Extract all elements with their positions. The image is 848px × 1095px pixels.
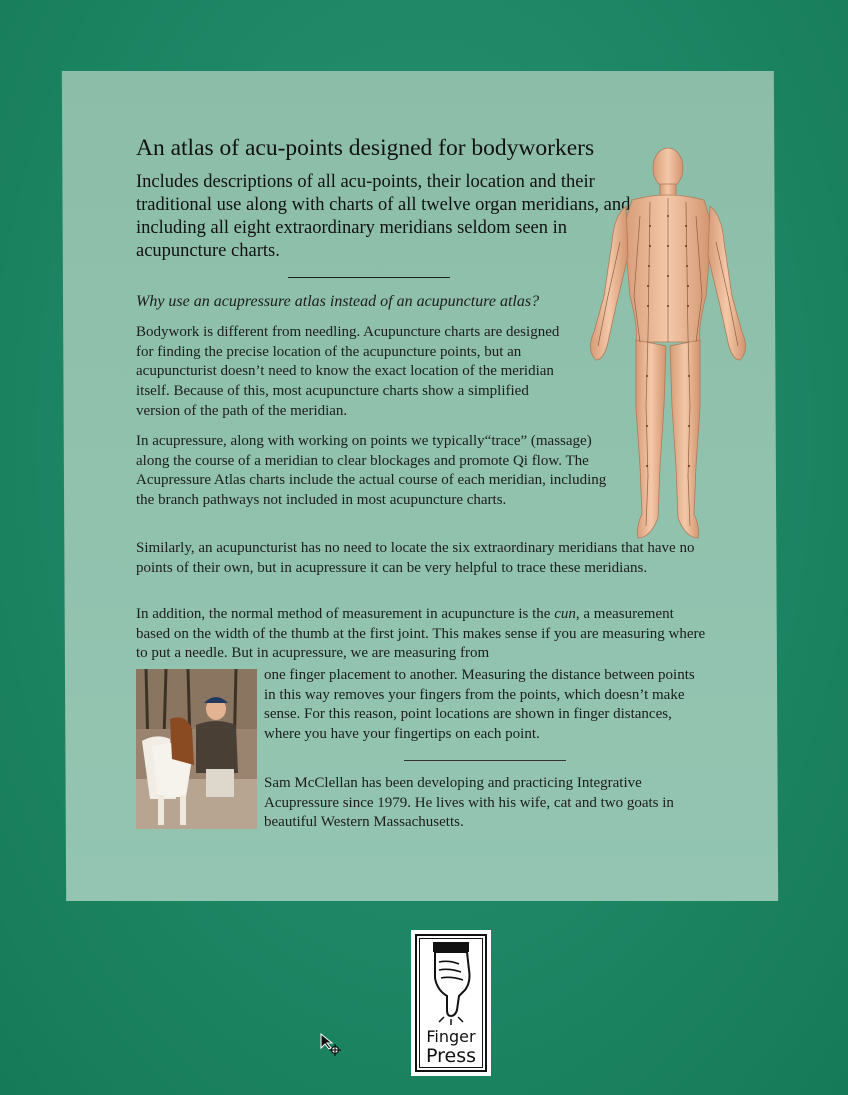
page-title: An atlas of acu-points designed for bodyworkers: [136, 135, 595, 161]
section-question: Why use an acupressure atlas instead of an acupuncture atlas?: [136, 293, 540, 310]
divider: [288, 277, 450, 278]
paragraph-extraordinary: Similarly, an acupuncturist has no need to locate the six extraordinary meridians that have no points of their own, but in acupressure it can be very helpful to trace these meridians.: [136, 540, 695, 576]
paragraph-measurement: In addition, the normal method of measurement in acupuncture is the cun, a measurement based on the width of the thumb at the first joint. This makes sense if you are measuring where to put a needle. But in acupressure, we are measuring from: [136, 606, 706, 662]
author-bio: Sam McClellan has been developing and practicing Integrative Acupressure since 1979. He lives with his wife, cat and two goats in beautiful Western Massachusetts.: [264, 775, 674, 831]
paragraph-needling: Bodywork is different from needling. Acupuncture charts are designed for finding the precise location of the acupuncture points, but an acupuncturist doesn’t need to know the exact location of the meridian itself. Because of this, most acupuncture charts show a simplified version of the path of the meridian.: [136, 324, 560, 419]
logo-text-finger: Finger: [426, 1027, 476, 1046]
meridian-body-figure: [580, 146, 756, 544]
move-cursor-icon: [320, 1033, 344, 1057]
pointing-hand-icon: [425, 940, 477, 1026]
paragraph-tracing: In acupressure, along with working on points we typically“trace” (massage) along the course of a meridian to clear blockages and promote Qi flow. The Acupressure Atlas charts include the actual course of each meridian, including the branch pathways not included in most acupuncture charts.: [136, 433, 607, 509]
author-photo: [136, 669, 257, 829]
divider: [404, 760, 566, 761]
paragraph-measurement-continued: one finger placement to another. Measuring the distance between points in this way removes your fingers from the points, which doesn’t make sense. For this reason, point locations are shown in finger distances, where you have your fingertips on each point.: [264, 667, 695, 743]
page-subtitle: Includes descriptions of all acu-points, their location and their traditional use along with charts of all twelve organ meridians, and including all eight extraordinary meridians seldom seen in acupuncture charts.: [136, 172, 631, 261]
logo-text-press: Press: [425, 1045, 476, 1067]
finger-press-logo: [411, 930, 491, 1076]
